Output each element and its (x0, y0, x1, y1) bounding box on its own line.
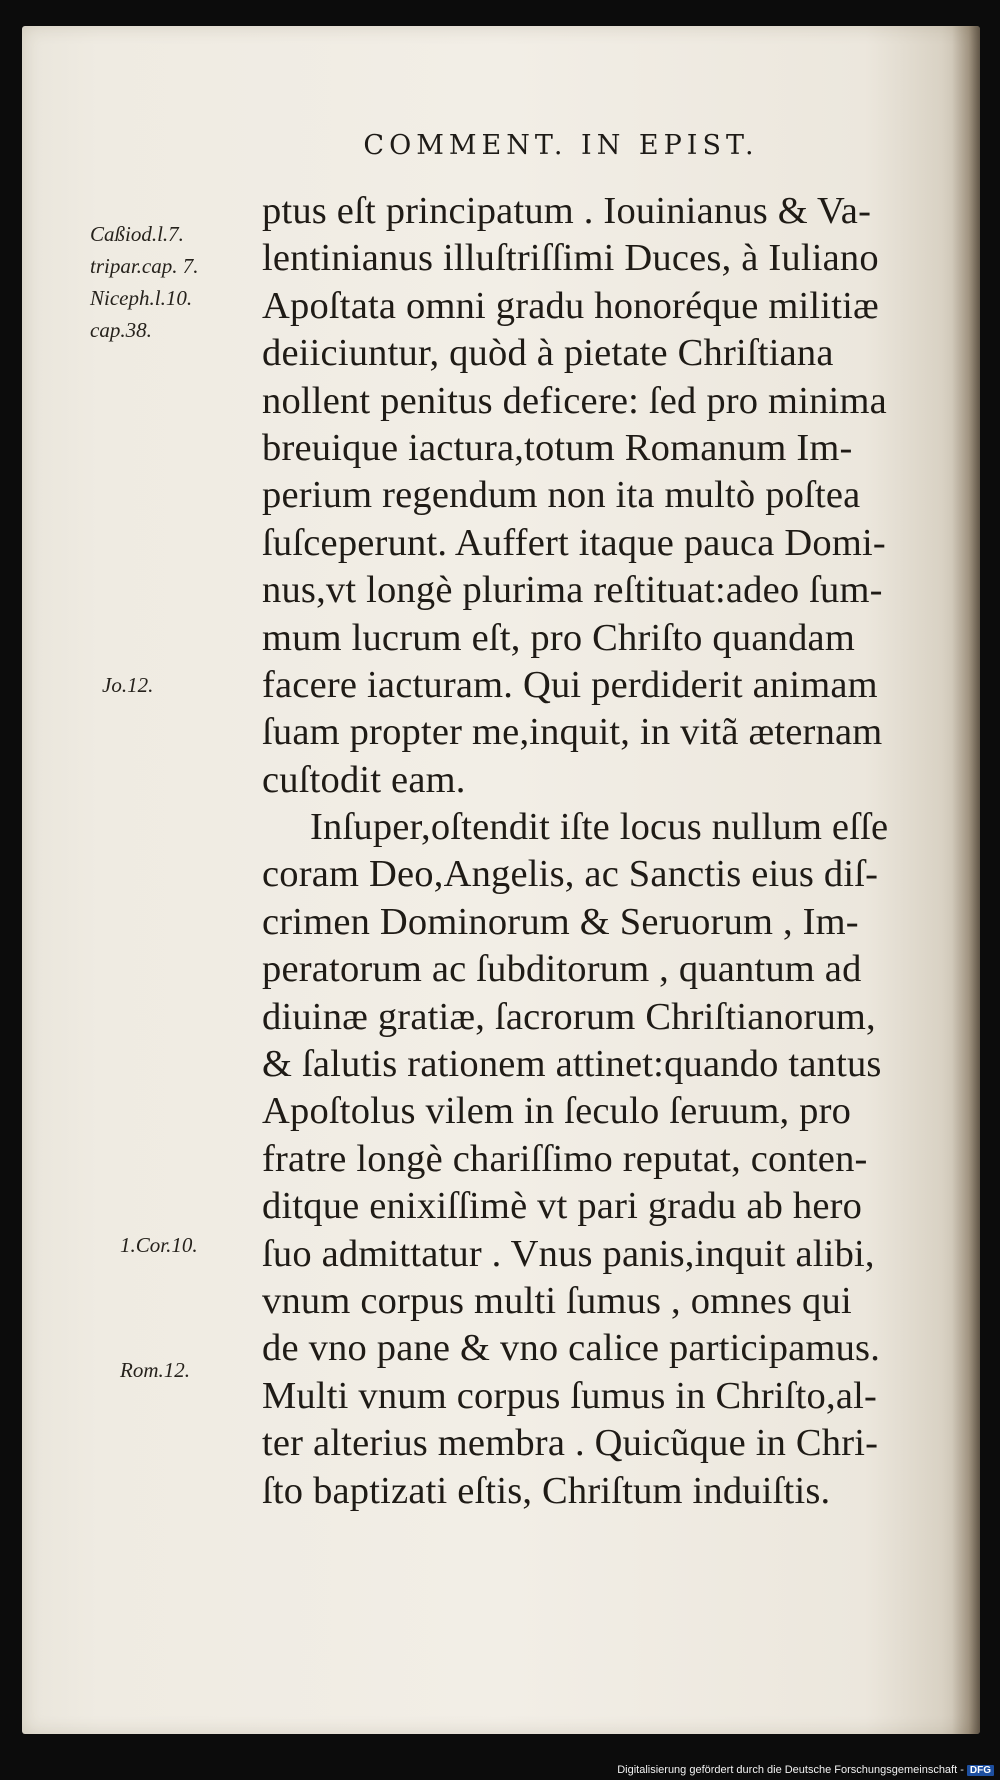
text-line: crimen Dominorum & Seruorum , Im- (262, 900, 859, 943)
text-line: nollent penitus deficere: ſed pro minima (262, 379, 887, 422)
text-line: ſuo admittatur . Vnus panis,inquit alibi, (262, 1232, 875, 1275)
text-line: cuſtodit eam. (262, 758, 466, 801)
credit-text: Digitalisierung gefördert durch die Deutsche Forschungsgemeinschaft - (617, 1764, 964, 1776)
text-line: Multi vnum corpus ſumus in Chriſto,al- (262, 1374, 878, 1417)
running-title: COMMENT. IN EPIST. (363, 130, 759, 161)
text-line: perium regendum non ita multò poſtea (262, 474, 861, 517)
text-line: & ſalutis rationem attinet:quando tantus (262, 1043, 882, 1086)
dfg-logo: DFG (967, 1765, 994, 1776)
text-line: ditque enixiſſimè vt pari gradu ab hero (262, 1185, 863, 1228)
text-line: coram Deo,Angelis, ac Sanctis eius diſ- (262, 853, 879, 896)
margin-note-cassiodorus: Caßiod.l.7. (90, 222, 184, 246)
text-line: lentinianus illuſtriſſimi Duces, à Iuliano (262, 237, 879, 280)
margin-note-tripar: tripar.cap. 7. (90, 254, 199, 278)
text-line: facere iacturam. Qui perdiderit animam (262, 663, 878, 706)
text-line: ter alterius membra . Quicũque in Chri- (262, 1422, 879, 1465)
margin-note-romans: Rom.12. (120, 1358, 190, 1382)
text-line: de vno pane & vno calice participamus. (262, 1327, 881, 1370)
text-line: fratre longè chariſſimo reputat, conten- (262, 1137, 868, 1180)
text-line: deiiciuntur, quòd à pietate Chriſtiana (262, 332, 834, 375)
margin-note-chapter: cap.38. (90, 318, 152, 342)
body-text (262, 188, 962, 1515)
running-header (22, 130, 980, 161)
paragraph-start-line: Inſuper,oſtendit iſte locus nullum eſſe (310, 806, 889, 849)
text-line: breuique iactura,totum Romanum Im- (262, 426, 853, 469)
text-line: ptus eſt principatum . Iouinianus & Va- (262, 190, 872, 232)
margin-note-john: Jo.12. (102, 673, 154, 697)
text-line: Apoſtata omni gradu honoréque militiæ (262, 284, 879, 327)
book-page (22, 26, 980, 1734)
text-line: vnum corpus multi ſumus , omnes qui (262, 1279, 852, 1322)
margin-note-corinthians: 1.Cor.10. (120, 1233, 198, 1257)
text-line: peratorum ac ſubditorum , quantum ad (262, 948, 862, 991)
text-line: Apoſtolus vilem in ſeculo ſeruum, pro (262, 1090, 852, 1133)
text-line: ſuam propter me,inquit, in vitã æternam (262, 711, 883, 754)
margin-note-nicephorus: Niceph.l.10. (90, 286, 193, 310)
text-line: ſuſceperunt. Auffert itaque pauca Domi- (262, 521, 886, 564)
text-line: nus,vt longè plurima reſtituat:adeo ſum- (262, 569, 883, 612)
digitization-credit (617, 1764, 994, 1776)
text-line: mum lucrum eſt, pro Chriſto quandam (262, 616, 855, 659)
text-line: ſto baptizati eſtis, Chriſtum induiſtis. (262, 1469, 831, 1512)
text-line: diuinæ gratiæ, ſacrorum Chriſtianorum, (262, 995, 876, 1038)
